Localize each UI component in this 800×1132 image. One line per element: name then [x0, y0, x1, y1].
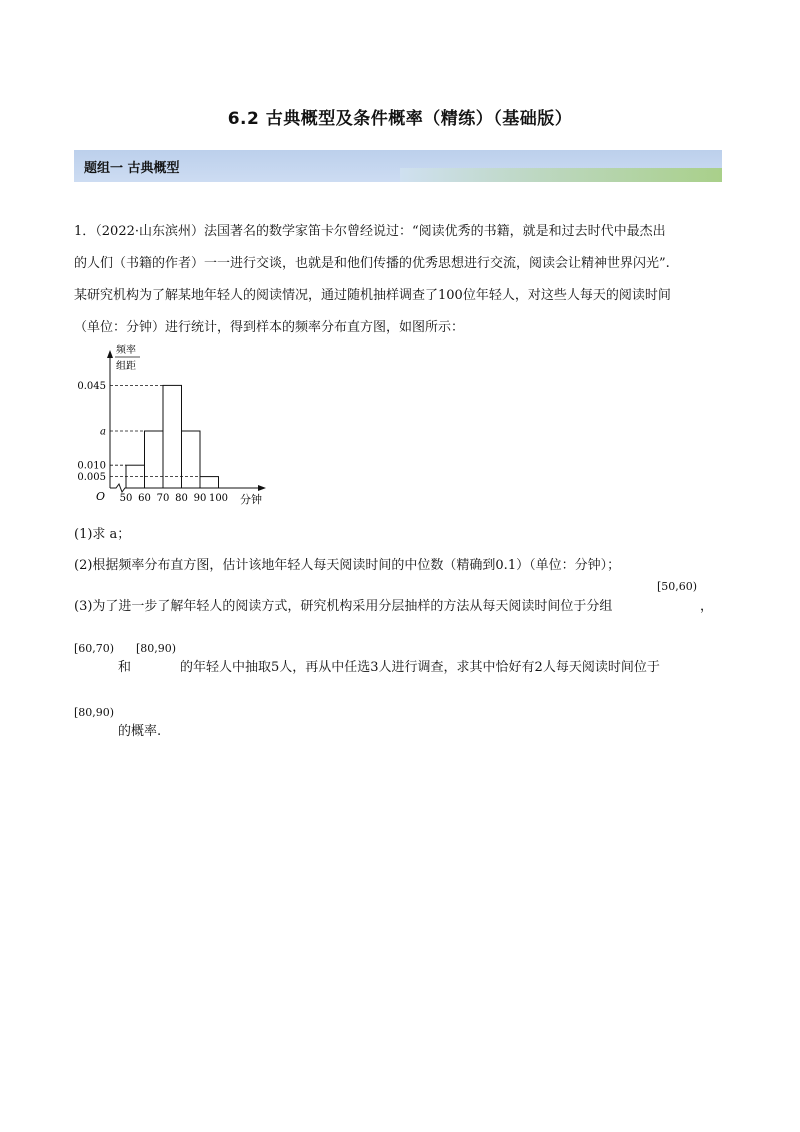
y-tick-label: 0.005 — [77, 472, 106, 484]
x-tick-label: 100 — [208, 493, 229, 504]
x-tick-label: 60 — [138, 493, 151, 504]
question-3-and: 和 — [118, 660, 132, 675]
question-3-line-1: (3)为了进一步了解年轻人的阅读方式，研究机构采用分层抽样的方法从每天阅读时间位于分组 — [74, 599, 613, 614]
y-tick-label: 0.045 — [77, 380, 106, 392]
section-band-accent — [400, 168, 722, 182]
question-3-line-3: 的概率. — [118, 724, 162, 739]
problem-line-2: 的人们（书籍的作者）一一进行交谈，也就是和他们传播的优秀思想进行交流，阅读会让精神世界闪光”. — [74, 256, 670, 271]
histogram-bar — [182, 431, 201, 488]
question-3-line-2: 的年轻人中抽取5人，再从中任选3人进行调查，求其中恰好有2人每天阅读时间位于 — [180, 660, 660, 675]
y-tick-label: 0.010 — [77, 460, 106, 472]
histogram-bar — [163, 385, 182, 488]
y-axis-arrow — [107, 350, 113, 358]
question-1: (1)求 a； — [74, 527, 131, 542]
frequency-histogram — [74, 342, 274, 507]
problem-line-3: 某研究机构为了解某地年轻人的阅读情况，通过随机抽样调查了100位年轻人，对这些人每天的阅读时间 — [74, 288, 671, 303]
interval-80-90-b: [80,90) — [74, 706, 115, 719]
document-title: 6.2 古典概型及条件概率（精练）（基础版） — [227, 109, 573, 129]
histogram-bar — [145, 431, 164, 488]
origin-label: O — [95, 490, 105, 503]
x-tick-label: 80 — [175, 493, 188, 504]
x-tick-label: 90 — [193, 493, 207, 504]
problem-line-4: （单位：分钟）进行统计，得到样本的频率分布直方图，如图所示： — [74, 320, 465, 335]
x-axis-arrow — [258, 485, 266, 491]
interval-80-90-a: [80,90) — [136, 642, 177, 655]
x-tick-label: 70 — [156, 493, 170, 504]
question-2: (2)根据频率分布直方图，估计该地年轻人每天阅读时间的中位数（精确到0.1）（单位：分钟）； — [74, 558, 621, 573]
interval-60-70: [60,70) — [74, 642, 115, 655]
section-label: 题组一 古典概型 — [84, 161, 180, 176]
histogram-bar — [200, 477, 219, 488]
interval-50-60: [50,60) — [657, 580, 698, 593]
y-axis-label-top: 频率 — [116, 345, 136, 356]
question-3-comma: ， — [700, 599, 714, 614]
y-tick-label: a — [100, 426, 106, 438]
x-axis-label: 分钟 — [240, 493, 262, 506]
x-tick-label: 50 — [119, 493, 133, 504]
y-axis-label-bottom: 组距 — [116, 361, 136, 372]
problem-line-1: 1．（2022·山东滨州）法国著名的数学家笛卡尔曾经说过：“阅读优秀的书籍，就是和过去时代中最杰出 — [74, 224, 666, 239]
